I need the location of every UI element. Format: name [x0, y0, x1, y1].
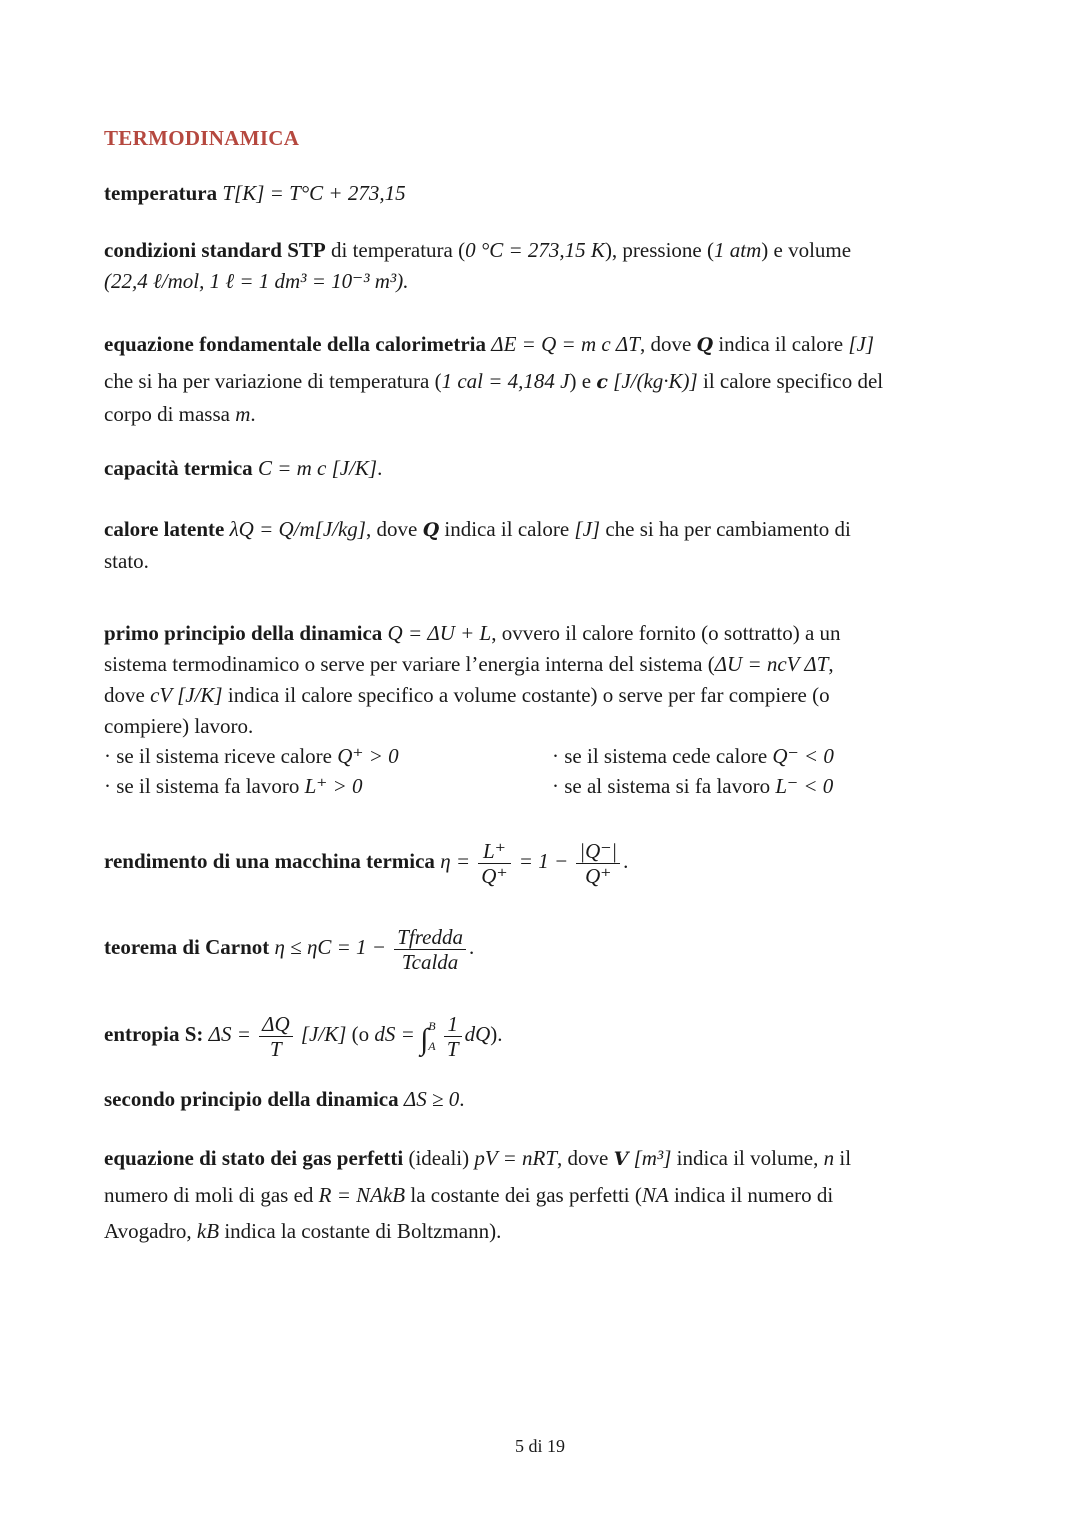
bullet-col2: [552, 741, 834, 772]
bullet-text: · se al sistema si fa lavoro: [552, 774, 771, 798]
symbol: Q: [696, 334, 714, 356]
text: , dove: [557, 1146, 609, 1170]
text: , ovvero il calore fornito (o sottratto) a un: [491, 621, 841, 645]
bullet-text: · se il sistema fa lavoro: [104, 774, 300, 798]
latente-paragraph: [104, 514, 984, 577]
text: ) e volume: [761, 238, 852, 262]
carnot-paragraph: [104, 918, 984, 976]
text: ).: [490, 1022, 503, 1046]
formula: dS =: [374, 1022, 415, 1046]
temperatura-paragraph: [104, 178, 984, 209]
fraction: [394, 925, 466, 974]
text: .: [377, 456, 383, 480]
formula: dQ: [464, 1022, 491, 1046]
text: il calore specifico del: [702, 369, 884, 393]
denominator: Tcalda: [401, 949, 459, 974]
unit: [J]: [574, 517, 601, 541]
term-label: equazione fondamentale della calorimetria: [104, 332, 487, 356]
symbol: V: [613, 1148, 629, 1170]
formula: ΔS ≥ 0: [403, 1087, 460, 1111]
fraction: [444, 1012, 462, 1061]
text: indica la costante di Boltzmann).: [224, 1219, 502, 1243]
formula: = 1 −: [518, 849, 569, 873]
denominator: T: [446, 1036, 459, 1061]
unit: [J/K]: [300, 1022, 347, 1046]
unit: [J]: [848, 332, 875, 356]
page-number: 5 di 19: [514, 1436, 565, 1456]
bullet-text: · se il sistema riceve calore: [104, 744, 332, 768]
text: , dove: [639, 332, 692, 356]
bullet-formula: Q⁺ > 0: [337, 744, 399, 768]
secondo-principio-paragraph: [104, 1084, 984, 1115]
integral-bounds: [428, 1016, 435, 1056]
bullet-text: · se il sistema cede calore: [552, 744, 768, 768]
symbol: NA: [641, 1183, 669, 1207]
term-label: calore latente: [104, 517, 225, 541]
formula: η =: [440, 849, 471, 873]
symbol: n: [823, 1146, 835, 1170]
bullet-col2: [552, 771, 833, 802]
text: dove: [104, 683, 145, 707]
symbol: c: [596, 371, 608, 393]
term-label: temperatura: [104, 181, 218, 205]
bullet-formula: L⁺ > 0: [304, 774, 363, 798]
numerator: ΔQ: [259, 1012, 293, 1037]
text: la costante dei gas perfetti (: [410, 1183, 642, 1207]
denominator: Q⁺: [585, 863, 612, 888]
bullet-row-1: [104, 741, 984, 772]
entropia-paragraph: [104, 1005, 984, 1069]
text: compiere) lavoro.: [104, 714, 254, 738]
term-label: primo principio della dinamica: [104, 621, 383, 645]
term-label: capacità termica: [104, 456, 253, 480]
bullet-formula: Q⁻ < 0: [772, 744, 834, 768]
text: (o: [351, 1022, 370, 1046]
term-label: secondo principio della dinamica: [104, 1087, 399, 1111]
text: indica il volume,: [676, 1146, 819, 1170]
text: .: [623, 849, 629, 873]
text: (ideali): [408, 1146, 470, 1170]
term-label: teorema di Carnot: [104, 935, 270, 959]
text: .: [459, 1087, 465, 1111]
unit: [m³]: [633, 1146, 672, 1170]
numerator: 1: [444, 1012, 462, 1037]
text: che si ha per variazione di temperatura (: [104, 369, 442, 393]
symbol: Q: [422, 519, 440, 541]
fraction: [576, 839, 620, 888]
formula: 1 cal = 4,184 J: [441, 369, 570, 393]
symbol: m: [235, 402, 251, 426]
formula: (22,4 ℓ/mol, 1 ℓ = 1 dm³ = 10⁻³ m³).: [104, 269, 409, 293]
text: corpo di massa: [104, 402, 230, 426]
stp-paragraph: [104, 235, 984, 297]
section-title: TERMODINAMICA: [104, 126, 300, 150]
term-label: rendimento di una macchina termica: [104, 849, 435, 873]
term-label: equazione di stato dei gas perfetti: [104, 1146, 404, 1170]
capacita-paragraph: [104, 453, 984, 484]
text: ) e: [569, 369, 592, 393]
formula: R = NAkB: [318, 1183, 406, 1207]
formula: C = m c [J/K]: [257, 456, 378, 480]
formula: ΔE = Q = m c ΔT: [491, 332, 640, 356]
formula: η ≤ ηC = 1 −: [274, 935, 386, 959]
text: numero di moli di gas ed: [104, 1183, 314, 1207]
formula: ΔU = ncV ΔT: [714, 652, 829, 676]
term-label: condizioni standard STP: [104, 238, 326, 262]
text: indica il calore: [718, 332, 844, 356]
lower-bound: A: [428, 1039, 436, 1054]
numerator: |Q⁻|: [576, 839, 620, 864]
formula: Q = ΔU + L: [387, 621, 492, 645]
integral-symbol: ∫: [420, 1023, 429, 1056]
term-label: entropia S:: [104, 1022, 204, 1046]
denominator: Q⁺: [481, 863, 508, 888]
bullet-formula: L⁻ < 0: [775, 774, 834, 798]
formula: ΔS =: [208, 1022, 251, 1046]
text: ,: [828, 652, 834, 676]
text: il: [839, 1146, 852, 1170]
text: indica il numero di: [673, 1183, 834, 1207]
formula: cV [J/K]: [150, 683, 223, 707]
primo-principio-paragraph: [104, 618, 984, 742]
text: indica il calore: [444, 517, 570, 541]
text: , dove: [365, 517, 418, 541]
text: .: [250, 402, 256, 426]
text: ), pressione (: [604, 238, 714, 262]
gas-perfetti-paragraph: [104, 1140, 984, 1249]
numerator: L⁺: [478, 839, 510, 864]
formula: 0 °C = 273,15 K: [465, 238, 605, 262]
text: .: [468, 935, 475, 959]
fraction: [478, 839, 510, 888]
formula: λQ = Q/m[J/kg]: [229, 517, 366, 541]
rendimento-paragraph: [104, 832, 984, 890]
text: che si ha per cambiamento di: [605, 517, 851, 541]
text: Avogadro,: [104, 1219, 192, 1243]
symbol: kB: [196, 1219, 220, 1243]
text: indica il calore specifico a volume costante) o serve per far compiere (o: [227, 683, 830, 707]
denominator: T: [270, 1036, 282, 1061]
unit: [J/(kg·K)]: [613, 369, 698, 393]
bullet-row-2: [104, 771, 984, 802]
fraction: [259, 1012, 293, 1061]
formula: T[K] = T°C + 273,15: [222, 181, 406, 205]
text: di temperatura (: [330, 238, 466, 262]
formula: pV = nRT: [474, 1146, 558, 1170]
numerator: Tfredda: [394, 925, 466, 950]
formula: 1 atm: [714, 238, 762, 262]
text: stato.: [104, 549, 149, 573]
calorimetria-paragraph: [104, 326, 984, 432]
upper-bound: B: [428, 1019, 436, 1034]
text: sistema termodinamico o serve per variare l’energia interna del sistema (: [104, 652, 715, 676]
